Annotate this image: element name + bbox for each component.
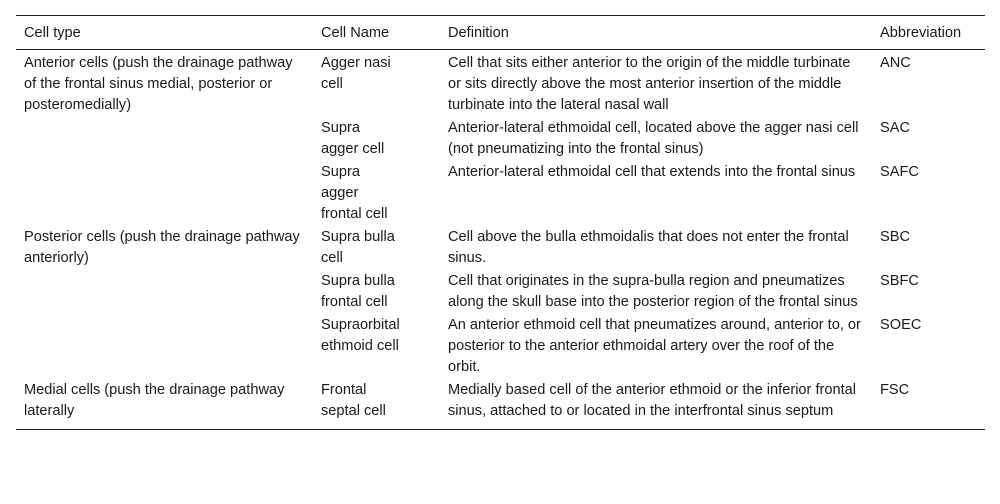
cell-name: Supra agger frontal cell	[321, 164, 388, 222]
cell-name: Supraorbital ethmoid cell	[321, 317, 400, 354]
cell-definition: Cell above the bulla ethmoidalis that does not enter the frontal sinus.	[448, 229, 849, 266]
cell-name: Agger nasi cell	[321, 55, 391, 92]
cell-abbreviation: ANC	[880, 55, 911, 71]
cell-type-posterior: Posterior cells (push the drainage pathway anteriorly)	[24, 229, 300, 266]
table-header	[16, 16, 985, 50]
cell-definition: Cell that sits either anterior to the origin of the middle turbinate or sits directly above the most anterior insertion of the middle turbinate into the lateral nasal wall	[448, 55, 851, 113]
cell-name: Supra bulla cell	[321, 229, 395, 266]
header-definition: Definition	[448, 24, 509, 41]
cell-abbreviation: SBFC	[880, 273, 919, 289]
table-row	[16, 50, 985, 117]
cell-name: Supra agger cell	[321, 120, 385, 157]
cell-definition: Cell that originates in the supra-bulla region and pneumatizes along the skull base into the posterior region of the frontal sinus	[448, 273, 858, 310]
table-row	[16, 378, 985, 430]
cell-name: Frontal septal cell	[321, 382, 386, 419]
cell-abbreviation: SOEC	[880, 317, 922, 333]
cell-type-medial: Medial cells (push the drainage pathway laterally	[24, 382, 285, 419]
cell-definition: Anterior-lateral ethmoidal cell that extends into the frontal sinus	[448, 164, 856, 180]
frontal-cell-classification-table-wrapper	[16, 15, 985, 430]
table-row	[16, 225, 985, 269]
cell-definition: Anterior-lateral ethmoidal cell, located above the agger nasi cell (not pneumatizing into the frontal sinus)	[448, 120, 859, 157]
cell-abbreviation: SAFC	[880, 164, 919, 180]
cell-type-anterior: Anterior cells (push the drainage pathway of the frontal sinus medial, posterior or posteromedially)	[24, 55, 293, 113]
table-body	[16, 50, 985, 430]
frontal-cell-classification-table	[16, 15, 985, 430]
cell-abbreviation: SBC	[880, 229, 911, 245]
cell-definition: An anterior ethmoid cell that pneumatizes around, anterior to, or posterior to the anterior ethmoidal artery over the roof of the orbit.	[448, 317, 861, 375]
header-cell-type: Cell type	[24, 24, 81, 41]
header-row	[16, 16, 985, 50]
header-abbreviation: Abbreviation	[880, 24, 962, 41]
cell-name: Supra bulla frontal cell	[321, 273, 395, 310]
cell-definition: Medially based cell of the anterior ethmoid or the inferior frontal sinus, attached to or located in the interfrontal sinus septum	[448, 382, 857, 419]
cell-abbreviation: FSC	[880, 382, 910, 398]
cell-abbreviation: SAC	[880, 120, 911, 136]
header-cell-name: Cell Name	[321, 24, 390, 41]
